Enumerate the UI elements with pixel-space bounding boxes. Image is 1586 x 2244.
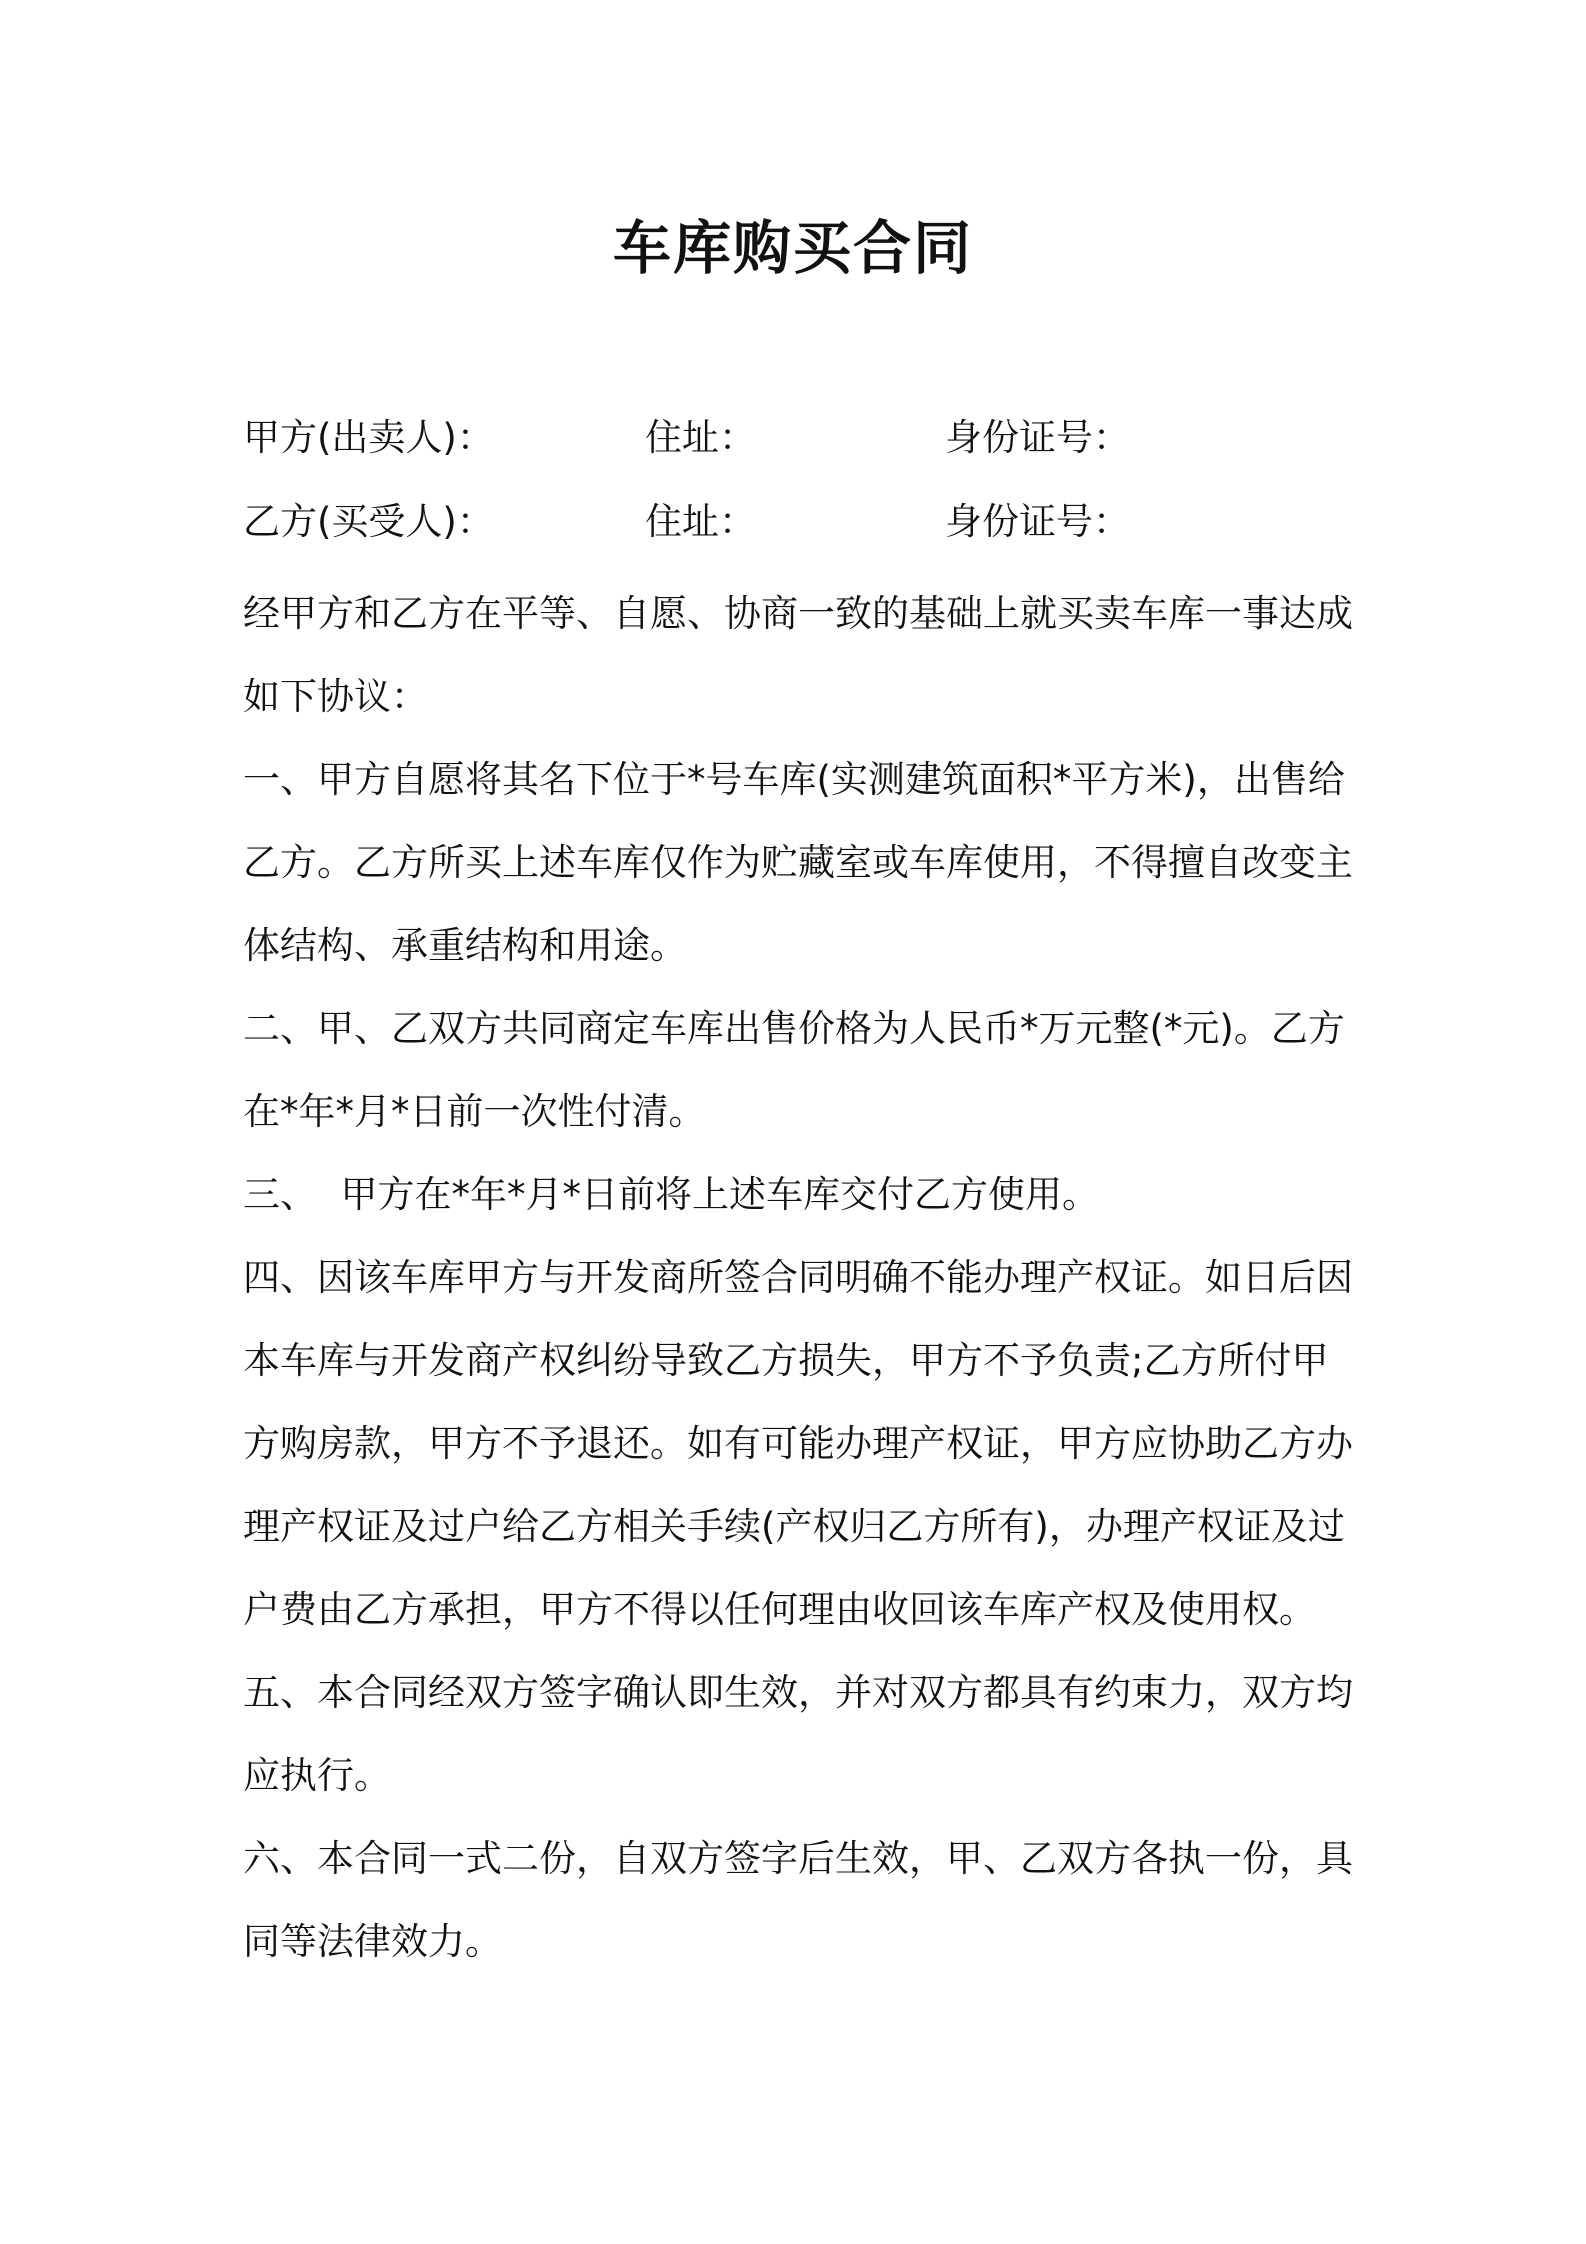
party-a-row [243, 408, 1363, 468]
clause-6: 六、本合同一式二份，自双方签字后生效，甲、乙双方各执一份，具同等法律效力。 [243, 1837, 1353, 1963]
clause-4: 四、因该车库甲方与开发商所签合同明确不能办理产权证。如日后因本车库与开发商产权纠纷导致乙方损失，甲方不予负责;乙方所付甲方购房款，甲方不予退还。如有可能办理产权证，甲方应协助乙方办理产权证及过户给乙方相关手续(产权归乙方所有)，办理产权证及过户费由乙方承担，甲方不得以任何理由收回该车库产权及使用权。 [243, 1256, 1353, 1631]
party-a-address-label: 住址： [645, 416, 756, 459]
clause-2: 二、甲、乙双方共同商定车库出售价格为人民币*万元整(*元)。乙方在*年*月*日前一次性付清。 [243, 1007, 1345, 1133]
party-b-role: 乙方(买受人)： [243, 500, 494, 543]
clause-3: 三、 甲方在*年*月*日前将上述车库交付乙方使用。 [243, 1173, 1100, 1216]
party-b-row [243, 492, 1363, 552]
party-b-address-label: 住址： [645, 500, 756, 543]
clause-1: 一、甲方自愿将其名下位于*号车库(实测建筑面积*平方米)，出售给乙方。乙方所买上述车库仅作为贮藏室或车库使用，不得擅自改变主体结构、承重结构和用途。 [243, 758, 1353, 967]
clause-5: 五、本合同经双方签字确认即生效，并对双方都具有约束力，双方均应执行。 [243, 1671, 1353, 1797]
contract-body [243, 572, 1353, 1983]
document-title: 车库购买合同 [612, 214, 973, 282]
intro-paragraph: 经甲方和乙方在平等、自愿、协商一致的基础上就买卖车库一事达成如下协议： [243, 592, 1353, 718]
party-a-role: 甲方(出卖人)： [243, 416, 494, 459]
party-b-id-label: 身份证号： [945, 500, 1130, 543]
party-a-id-label: 身份证号： [945, 416, 1130, 459]
